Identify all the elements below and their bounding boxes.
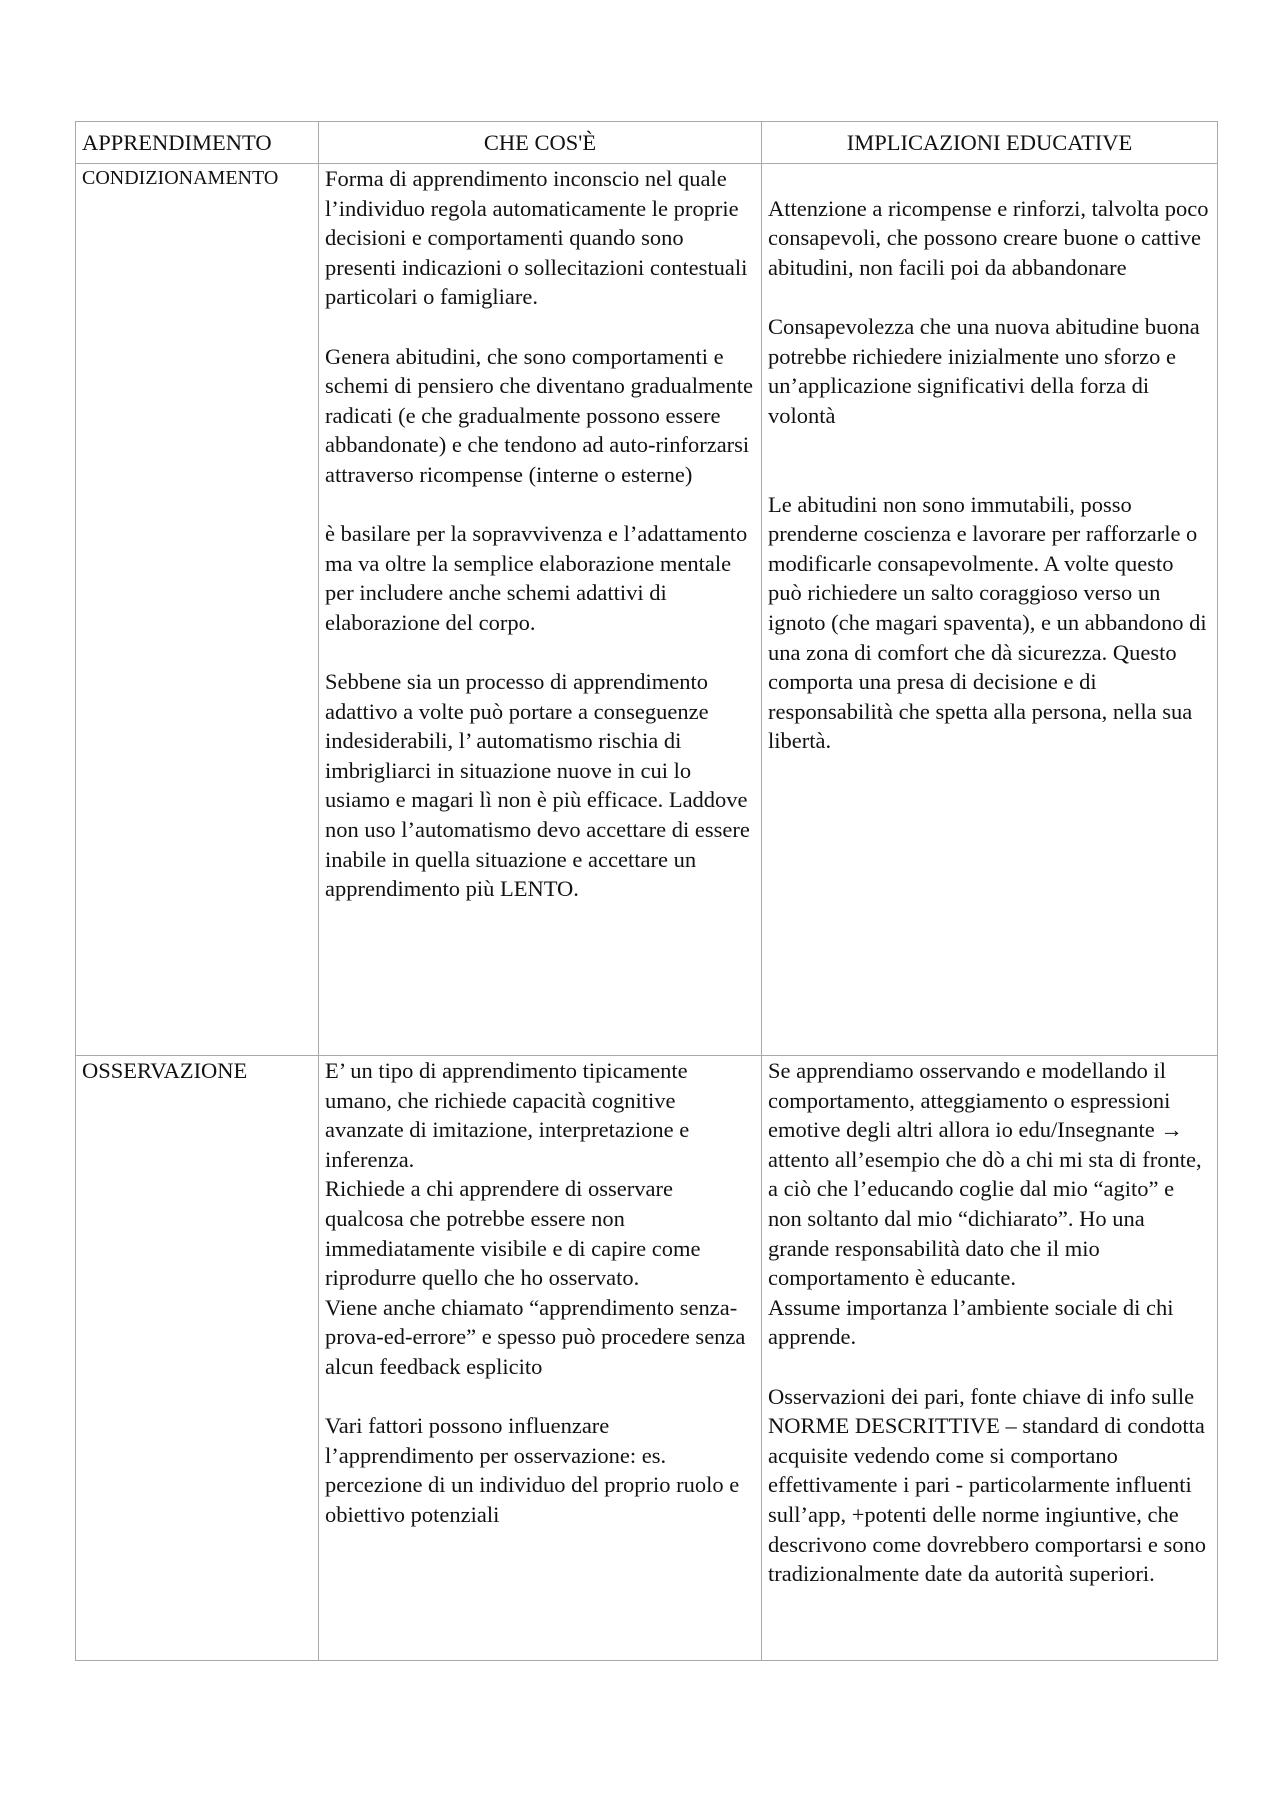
header-implicazioni-educative: IMPLICAZIONI EDUCATIVE	[762, 122, 1218, 164]
paragraph: Le abitudini non sono immutabili, posso prenderne coscienza e lavorare per rafforzarle o modificarle consapevolmente. A volte questo può richiedere un salto coraggioso verso un ignoto (che magari spaventa), e un abbandono di una zona di comfort che dà sicurezza. Questo comporta una presa di decisione e di responsabilità che spetta alla persona, nella sua libertà.	[768, 491, 1207, 754]
header-apprendimento: APPRENDIMENTO	[76, 122, 319, 164]
table-row	[76, 164, 1218, 1056]
paragraph: Sebbene sia un processo di apprendimento adattivo a volte può portare a conseguenze indesiderabili, l’ automatismo rischia di imbrigliarci in situazione nuove in cui lo usiamo e magari lì non è più efficace. Laddove non uso l’automatismo devo accettare di essere inabile in quella situazione e accettare un apprendimento più LENTO.	[325, 669, 750, 902]
paragraph: Genera abitudini, che sono comportamenti e schemi di pensiero che diventano gradualmente radicati (e che gradualmente possono essere abbandonate) e che tendono ad auto-rinforzarsi attraverso ricompense (interne o esterne)	[325, 343, 753, 487]
paragraph: Osservazioni dei pari, fonte chiave di info sulle NORME DESCRITTIVE – standard di condotta acquisite vedendo come si comportano effettivamente i pari - particolarmente influenti sull’app, +potenti delle norme ingiuntive, che descrivono come dovrebbero comportarsi e sono tradizionalmente date da autorità superiori.	[768, 1383, 1206, 1587]
paragraph: Attenzione a ricompense e rinforzi, talvolta poco consapevoli, che possono creare buone o cattive abitudini, non facili poi da abbandonare	[768, 195, 1209, 280]
paragraph: E’ un tipo di apprendimento tipicamente umano, che richiede capacità cognitive avanzate di imitazione, interpretazione e inferenza.	[325, 1058, 690, 1172]
paragraph: Assume importanza l’ambiente sociale di chi apprende.	[768, 1294, 1174, 1350]
paragraph: Viene anche chiamato “apprendimento senza-prova-ed-errore” e spesso può procedere senza alcun feedback esplicito	[325, 1294, 746, 1379]
paragraph: Se apprendiamo osservando e modellando il comportamento, atteggiamento o espressioni emotive degli altri allora io edu/Insegnante → attento all’esempio che dò a chi mi sta di fronte, a ciò che l’educando coglie dal mio “agito” e non soltanto dal mio “dichiarato”. Ho una grande responsabilità dato che il mio comportamento è educante.	[768, 1058, 1202, 1291]
paragraph: Forma di apprendimento inconscio nel quale l’individuo regola automaticamente le proprie decisioni e comportamenti quando sono presenti indicazioni o sollecitazioni contestuali particolari o famigliare.	[325, 166, 748, 310]
learning-table	[75, 121, 1218, 1661]
paragraph: Consapevolezza che una nuova abitudine buona potrebbe richiedere inizialmente uno sforzo e un’applicazione significativi della forza di volontà	[768, 313, 1200, 428]
impl-cell-condizionamento	[762, 164, 1218, 1056]
impl-cell-osservazione	[762, 1056, 1218, 1661]
paragraph: è basilare per la sopravvivenza e l’adattamento ma va oltre la semplice elaborazione mentale per includere anche schemi adattivi di elaborazione del corpo.	[325, 521, 748, 635]
paragraph: Vari fattori possono influenzare l’apprendimento per osservazione: es. percezione di un individuo del proprio ruolo e obiettivo potenziali	[325, 1413, 740, 1527]
topic-cell-condizionamento: CONDIZIONAMENTO	[76, 164, 319, 1056]
what-cell-condizionamento	[319, 164, 762, 1056]
what-cell-osservazione	[319, 1056, 762, 1661]
topic-cell-osservazione: OSSERVAZIONE	[76, 1056, 319, 1661]
table-header-row	[76, 122, 1218, 164]
table-row	[76, 1056, 1218, 1661]
paragraph: Richiede a chi apprendere di osservare qualcosa che potrebbe essere non immediatamente visibile e di capire come riprodurre quello che ho osservato.	[325, 1176, 701, 1291]
header-che-cose: CHE COS'È	[319, 122, 762, 164]
